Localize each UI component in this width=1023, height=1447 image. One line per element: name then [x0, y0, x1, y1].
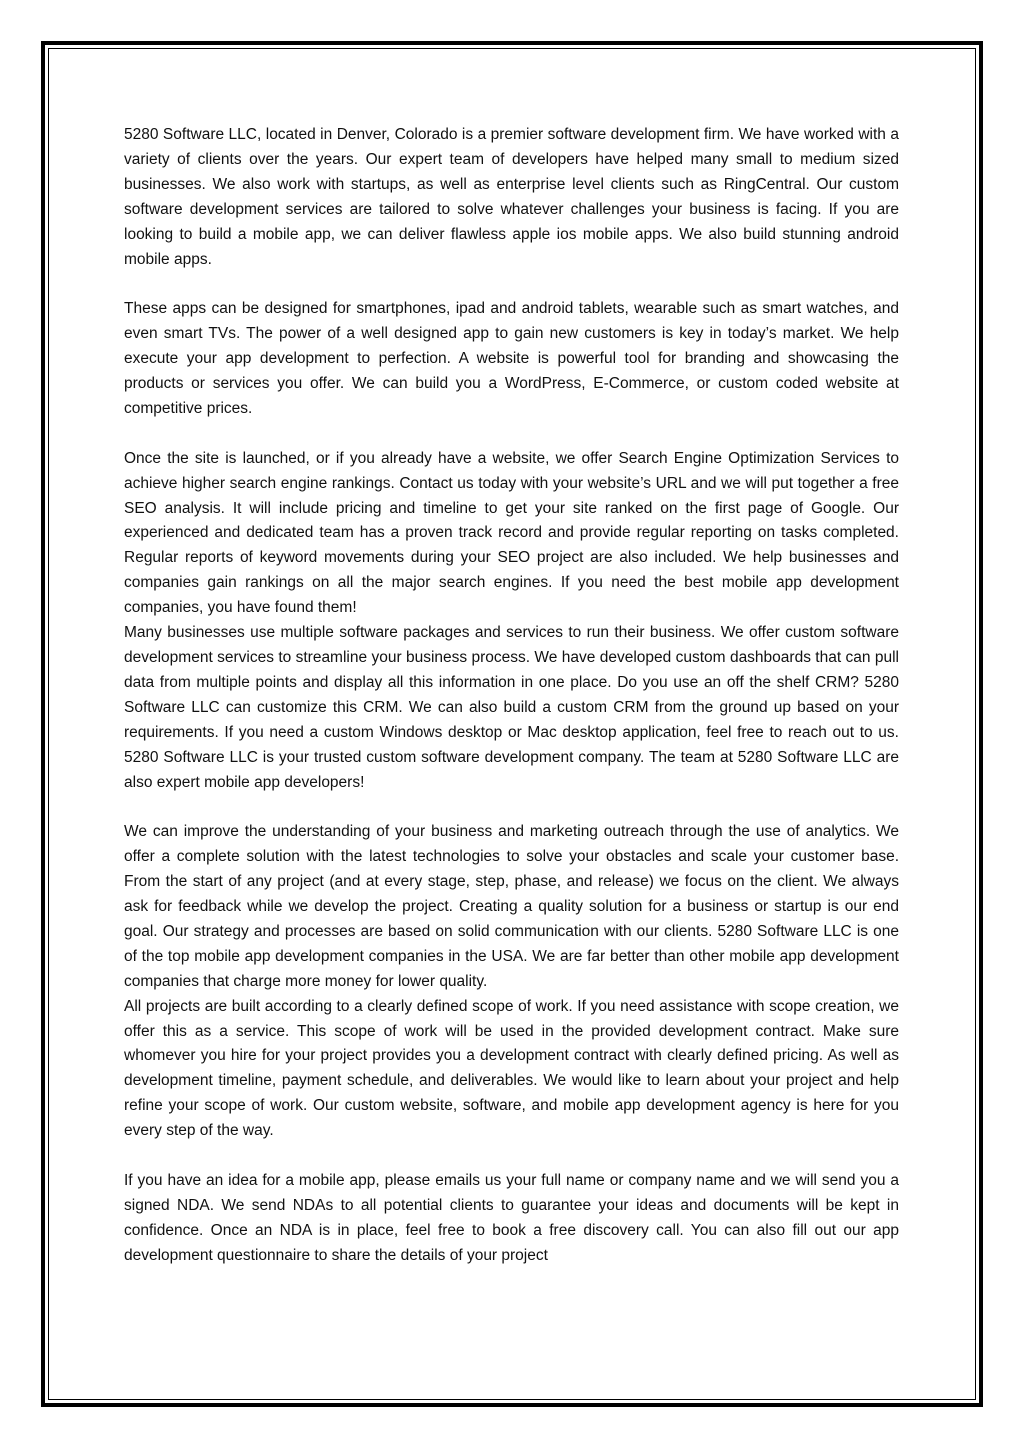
paragraph-6: All projects are built according to a clearly defined scope of work. If you need assistance with scope creation, we offer this as a service. This scope of work will be used in the provided development contract. Make sure whomever you hire for your project provides you a development contract with clearly defined pricing. As well as development timeline, payment schedule, and deliverables. We would like to learn about your project and help refine your scope of work. Our custom website, software, and mobile app development agency is here for you every step of the way.	[124, 997, 899, 1140]
paragraph-4: Many businesses use multiple software packages and services to run their business. We offer custom software development services to streamline your business process. We have developed custom dashboards that can pull data from multiple points and display all this information in one place. Do you use an off the shelf CRM? 5280 Software LLC can customize this CRM. We can also build a custom CRM from the ground up based on your requirements. If you need a custom Windows desktop or Mac desktop application, feel free to reach out to us. 5280 Software LLC is your trusted custom software development company. The team at 5280 Software LLC are also expert mobile app developers!	[124, 624, 899, 791]
document-body	[124, 123, 899, 1323]
paragraph-3: Once the site is launched, or if you already have a website, we offer Search Engine Optimization Services to achieve higher search engine rankings. Contact us today with your website’s URL and we will put together a free SEO analysis. It will include pricing and timeline to get your site ranked on the first page of Google. Our experienced and dedicated team has a proven track record and provide regular reporting on tasks completed. Regular reports of keyword movements during your SEO project are also included. We help businesses and companies gain rankings on all the major search engines. If you need the best mobile app development companies, you have found them!	[124, 449, 899, 617]
paragraph-5: We can improve the understanding of your business and marketing outreach through the use of analytics. We offer a complete solution with the latest technologies to solve your obstacles and scale your customer base. From the start of any project (and at every stage, step, phase, and release) we focus on the client. We always ask for feedback while we develop the project. Creating a quality solution for a business or startup is our end goal. Our strategy and processes are based on solid communication with our clients. 5280 Software LLC is one of the top mobile app development companies in the USA. We are far better than other mobile app development companies that charge more money for lower quality.	[124, 823, 899, 990]
paragraph-2: These apps can be designed for smartphones, ipad and android tablets, wearable such as smart watches, and even smart TVs. The power of a well designed app to gain new customers is key in today’s market. We help execute your app development to perfection. A website is powerful tool for branding and showcasing the products or services you offer. We can build you a WordPress, E-Commerce, or custom coded website at competitive prices.	[124, 300, 899, 417]
paragraph-1: 5280 Software LLC, located in Denver, Colorado is a premier software development firm. We have worked with a variety of clients over the years. Our expert team of developers have helped many small to medium sized businesses. We also work with startups, as well as enterprise level clients such as RingCentral. Our custom software development services are tailored to solve whatever challenges your business is facing. If you are looking to build a mobile app, we can deliver flawless apple ios mobile apps. We also build stunning android mobile apps.	[124, 126, 899, 268]
paragraph-7: If you have an idea for a mobile app, please emails us your full name or company name and we will send you a signed NDA. We send NDAs to all potential clients to guarantee your ideas and documents will be kept in confidence. Once an NDA is in place, feel free to book a free discovery call. You can also fill out our app development questionnaire to share the details of your project	[124, 1172, 899, 1264]
